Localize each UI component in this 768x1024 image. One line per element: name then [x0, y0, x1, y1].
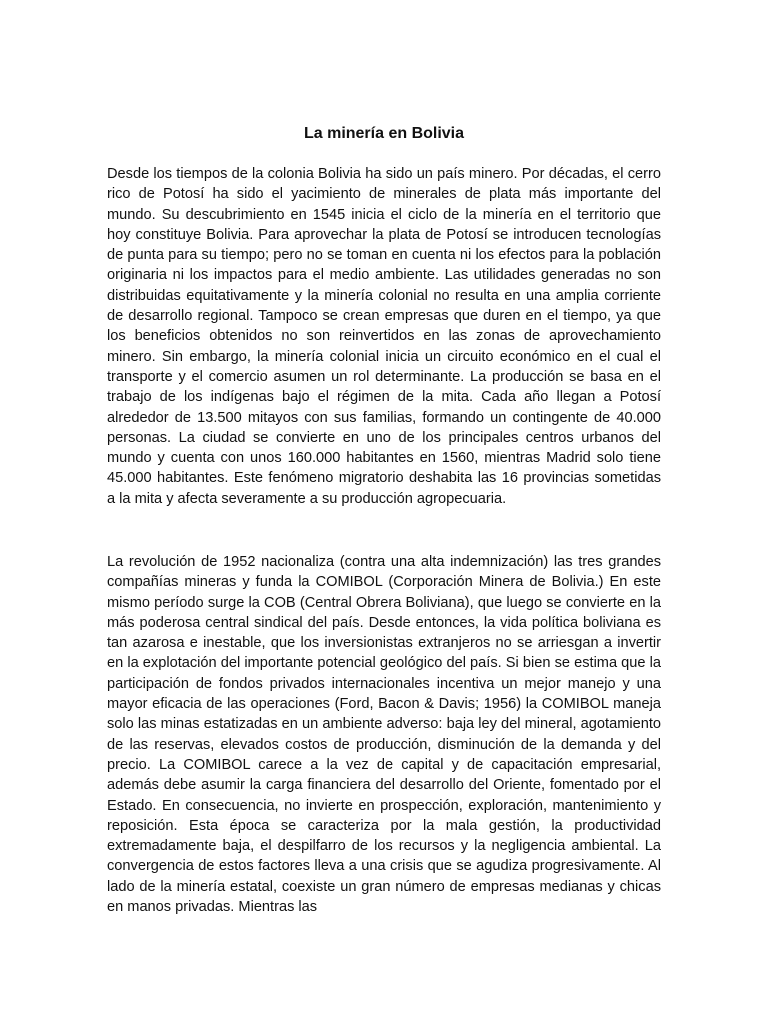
paragraph-colonial-mining: Desde los tiempos de la colonia Bolivia ha sido un país minero. Por décadas, el cerro rico de Potosí ha sido el yacimiento de minerales de plata más importante del mundo. Su descubrimiento en 1545 inicia el ciclo de la minería en el territorio que hoy constituye Bolivia. Para aprovechar la plata de Potosí se introducen tecnologías de punta para su tiempo; pero no se toman en cuenta ni los efectos para la población originaria ni los impactos para el medio ambiente. Las utilidades generadas no son distribuidas equitativamente y la minería colonial no resulta en una amplia corriente de desarrollo regional. Tampoco se crean empresas que duren en el tiempo, ya que los beneficios obtenidos no son reinvertidos en las zonas de aprovechamiento minero. Sin embargo, la minería colonial inicia un circuito económico en el cual el transporte y el comercio asumen un rol determinante. La producción se basa en el trabajo de los indígenas bajo el régimen de la mita. Cada año llegan a Potosí alrededor de 13.500 mitayos con sus familias, formando un contingente de 40.000 personas. La ciudad se convierte en uno de los principales centros urbanos del mundo y cuenta con unos 160.000 habitantes en 1560, mientras Madrid solo tiene 45.000 habitantes. Este fenómeno migratorio deshabita las 16 provincias sometidas a la mita y afecta severamente a su producción agropecuaria. — [107, 166, 661, 507]
paragraph-revolution-1952: La revolución de 1952 nacionaliza (contra una alta indemnización) las tres grandes compañías mineras y funda la COMIBOL (Corporación Minera de Bolivia.) En este mismo período surge la COB (Central Obrera Boliviana), que luego se convierte en la más poderosa central sindical del país. Desde entonces, la vida política boliviana es tan azarosa e inestable, que los inversionistas extranjeros no se arriesgan a invertir en la explotación del importante potencial geológico del país. Si bien se estima que la participación de fondos privados internacionales incentiva un mejor manejo y una mayor eficacia de las operaciones (Ford, Bacon & Davis; 1956) la COMIBOL maneja solo las minas estatizadas en un ambiente adverso: baja ley del mineral, agotamiento de las reservas, elevados costos de producción, disminución de la demanda y del precio. La COMIBOL carece a la vez de capital y de capacitación empresarial, además debe asumir la carga financiera del desarrollo del Oriente, fomentado por el Estado. En consecuencia, no invierte en prospección, exploración, mantenimiento y reposición. Esta época se caracteriza por la mala gestión, la productividad extremadamente baja, el despilfarro de los recursos y la negligencia ambiental. La convergencia de estos factores lleva a una crisis que se agudiza progresivamente. Al lado de la minería estatal, coexiste un gran número de empresas medianas y chicas en manos privadas. Mientras las — [107, 554, 661, 916]
document-title: La minería en Bolivia — [303, 125, 465, 142]
